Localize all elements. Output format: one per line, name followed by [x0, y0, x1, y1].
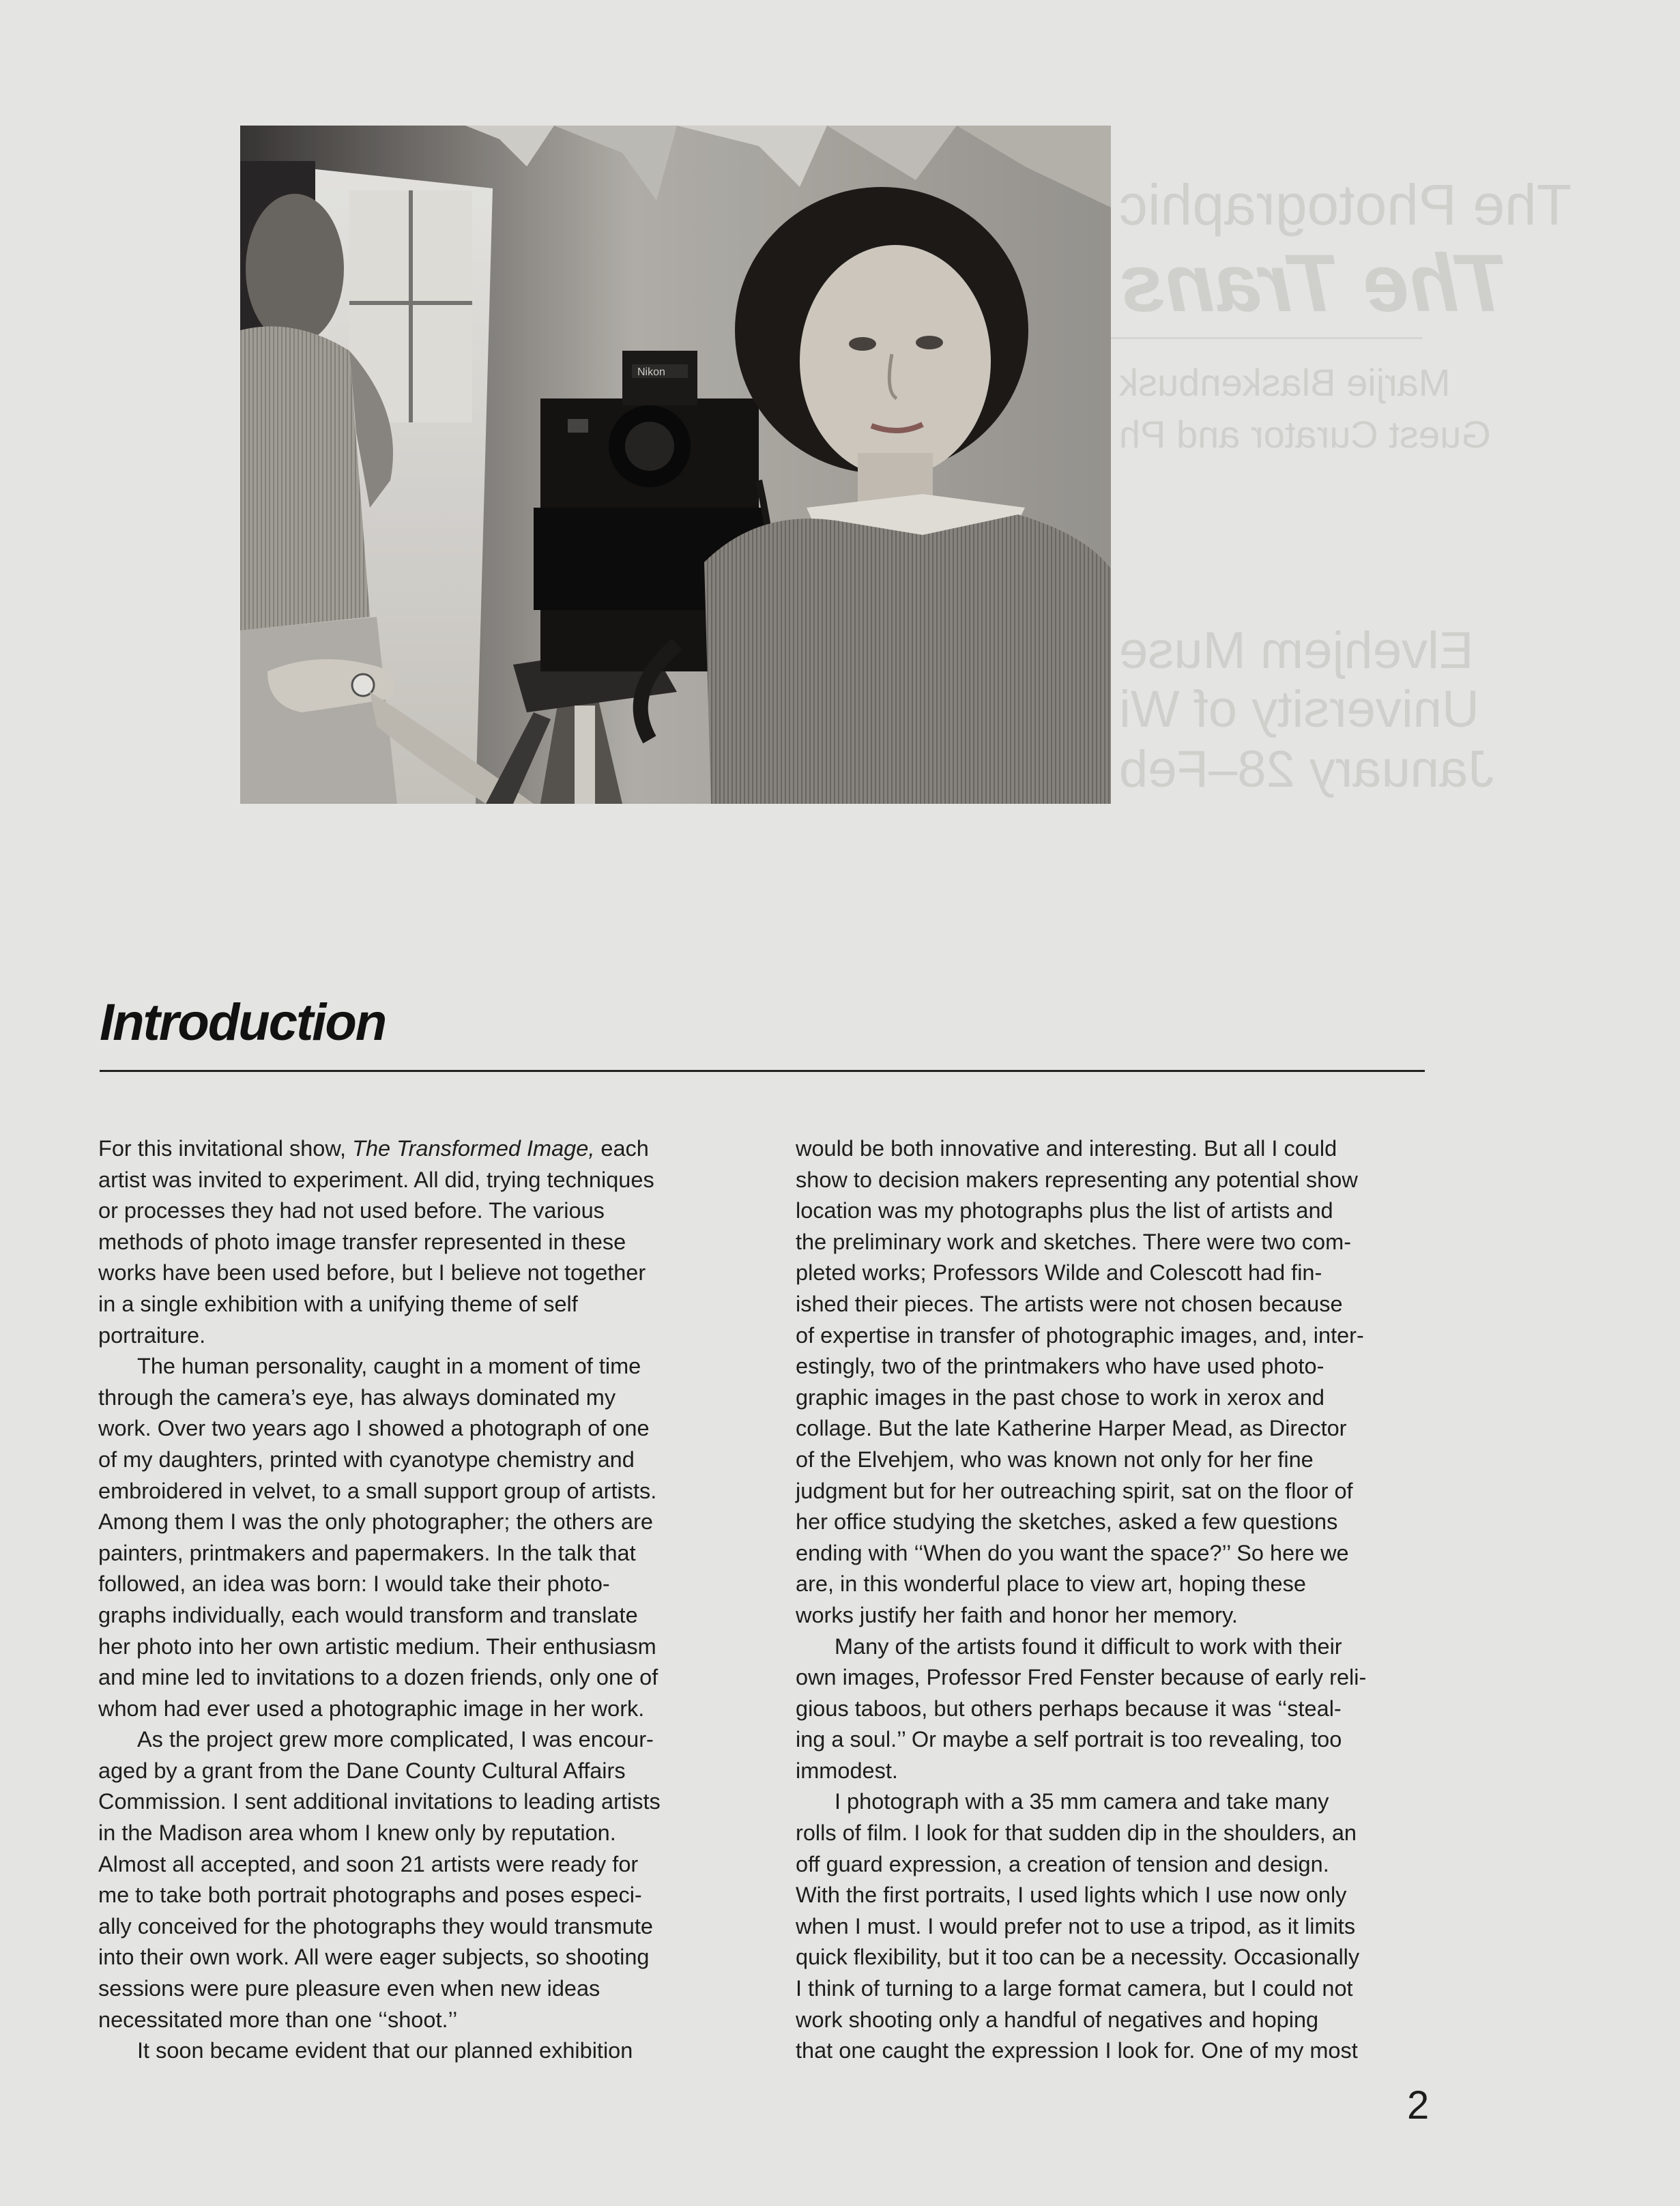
text-line: artist was invited to experiment. All did, trying techniques [98, 1167, 654, 1192]
text-line: own images, Professor Fred Fenster because of early reli- [796, 1665, 1367, 1690]
text-line: works justify her faith and honor her memory. [796, 1602, 1238, 1627]
bleed-through-text: Marjie Blaskenbusk [1119, 361, 1451, 404]
bleed-through-text: The Photographic [1119, 173, 1572, 237]
text-line [98, 1133, 723, 1165]
text-line: aged by a grant from the Dane County Cultural Affairs [98, 1758, 626, 1783]
text-line: works have been used before, but I believe not together [98, 1260, 646, 1286]
text-line: her photo into her own artistic medium. Their enthusiasm [98, 1634, 656, 1659]
text-line: off guard expression, a creation of tension and design. [796, 1851, 1329, 1876]
text-line: the preliminary work and sketches. There were two com- [796, 1229, 1352, 1254]
text-line: are, in this wonderful place to view art, hoping these [796, 1571, 1306, 1597]
text-line: through the camera’s eye, has always dominated my [98, 1384, 616, 1410]
text-line: It soon became evident that our planned exhibition [137, 2038, 633, 2063]
text-line-segment: For this invitational show, [98, 1136, 353, 1161]
text-line: ished their pieces. The artists were not chosen because [796, 1291, 1343, 1316]
text-line: work. Over two years ago I showed a photograph of one [98, 1416, 650, 1441]
section-heading: Introduction [100, 993, 386, 1051]
text-line: whom had ever used a photographic image in her work. [98, 1696, 645, 1721]
text-line: ending with ‘‘When do you want the space?’’ So here we [796, 1540, 1349, 1565]
camera-brand-label: Nikon [637, 366, 665, 378]
text-line: Many of the artists found it difficult to work with their [835, 1634, 1342, 1659]
right-text-column [796, 1133, 1420, 2067]
text-line: or processes they had not used before. The various [98, 1198, 605, 1223]
text-line: into their own work. All were eager subjects, so shooting [98, 1945, 650, 1970]
text-line: Commission. I sent additional invitations to leading artists [98, 1789, 661, 1814]
exhibition-title: The Transformed Image, [352, 1136, 595, 1161]
text-line: gious taboos, but others perhaps because it was ‘‘steal- [796, 1696, 1342, 1721]
text-line: immodest. [796, 1758, 898, 1783]
left-text-column [98, 1133, 723, 2067]
text-line: sessions were pure pleasure even when new ideas [98, 1976, 600, 2001]
text-line: necessitated more than one ‘‘shoot.’’ [98, 2007, 458, 2032]
text-line: ing a soul.’’ Or maybe a self portrait is too revealing, too [796, 1727, 1342, 1752]
heading-rule [100, 1070, 1425, 1072]
bleed-through-text: Elvehjem Muse [1119, 622, 1474, 680]
text-line: would be both innovative and interesting. But all I could [796, 1136, 1337, 1161]
photograph-illustration [240, 126, 1111, 804]
text-line: graphs individually, each would transform and translate [98, 1602, 638, 1627]
bleed-through-text: University of Wi [1119, 680, 1479, 738]
text-line: Almost all accepted, and soon 21 artists were ready for [98, 1851, 639, 1876]
text-line: As the project grew more complicated, I was encour- [137, 1727, 654, 1752]
text-line: judgment but for her outreaching spirit, sat on the floor of [796, 1478, 1353, 1503]
bleed-through-rule [1109, 337, 1423, 339]
text-line: show to decision makers representing any potential show [796, 1167, 1358, 1192]
text-line-segment: each [594, 1136, 649, 1161]
text-line: quick flexibility, but it too can be a necessity. Occasionally [796, 1945, 1360, 1970]
text-line: methods of photo image transfer represented in these [98, 1229, 626, 1254]
portrait-photograph [240, 126, 1111, 804]
text-line: I think of turning to a large format camera, but I could not [796, 1976, 1353, 2001]
text-line: that one caught the expression I look for. One of my most [796, 2038, 1358, 2063]
text-line: in the Madison area whom I knew only by reputation. [98, 1820, 616, 1846]
text-line: work shooting only a handful of negatives and hoping [796, 2007, 1319, 2032]
text-line: collage. But the late Katherine Harper Mead, as Director [796, 1416, 1347, 1441]
text-line: me to take both portrait photographs and poses especi- [98, 1883, 642, 1908]
text-line: ally conceived for the photographs they would transmute [98, 1913, 653, 1939]
text-line: of my daughters, printed with cyanotype chemistry and [98, 1447, 635, 1472]
text-line: of the Elvehjem, who was known not only for her fine [796, 1447, 1314, 1472]
text-line: estingly, two of the printmakers who have used photo- [796, 1354, 1324, 1379]
text-line: The human personality, caught in a moment of time [137, 1354, 641, 1379]
text-line: Among them I was the only photographer; the others are [98, 1509, 653, 1535]
text-line: graphic images in the past chose to work in xerox and [796, 1384, 1325, 1410]
text-line: I photograph with a 35 mm camera and take many [835, 1789, 1329, 1814]
text-line: in a single exhibition with a unifying theme of self [98, 1291, 578, 1316]
text-line: her office studying the sketches, asked a few questions [796, 1509, 1338, 1535]
text-line: and mine led to invitations to a dozen friends, only one of [98, 1665, 658, 1690]
bleed-through-text: The Trans [1119, 237, 1509, 329]
text-line: location was my photographs plus the list of artists and [796, 1198, 1333, 1223]
text-line: painters, printmakers and papermakers. In the talk that [98, 1540, 636, 1565]
text-line: embroidered in velvet, to a small support group of artists. [98, 1478, 657, 1503]
text-line: pleted works; Professors Wilde and Colescott had fin- [796, 1260, 1322, 1286]
text-line: followed, an idea was born: I would take their photo- [98, 1571, 610, 1597]
bleed-through-text: Guest Curator and Ph [1119, 413, 1491, 456]
text-line: of expertise in transfer of photographic images, and, inter- [796, 1322, 1364, 1348]
text-line: portraiture. [98, 1322, 206, 1348]
text-line: rolls of film. I look for that sudden dip in the shoulders, an [796, 1820, 1357, 1846]
text-line: when I must. I would prefer not to use a tripod, as it limits [796, 1913, 1356, 1939]
bleed-through-text: January 28–Feb [1119, 740, 1494, 798]
page-number: 2 [1407, 2083, 1430, 2128]
text-line: With the first portraits, I used lights which I use now only [796, 1883, 1347, 1908]
